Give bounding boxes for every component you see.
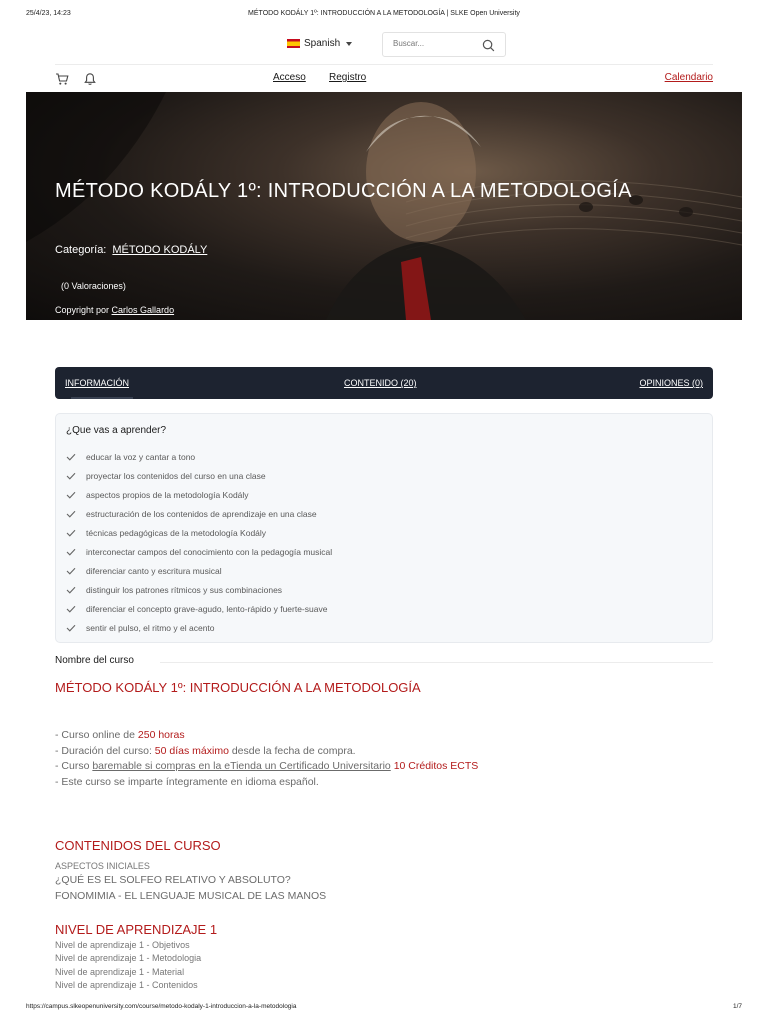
check-icon [66,605,76,613]
list-item [66,542,332,561]
level-item: Nivel de aprendizaje 1 - Contenidos [55,980,198,990]
learning-outcome-text: sentir el pulso, el ritmo y el acento [86,622,215,633]
learning-outcomes-title: ¿Que vas a aprender? [66,425,167,436]
detail-highlight: 10 Créditos ECTS [393,760,479,772]
learning-outcome-text: técnicas pedagógicas de la metodología Kodály [86,527,267,538]
list-item [66,580,332,599]
check-icon [66,510,76,518]
check-icon [66,548,76,556]
active-tab-indicator [71,397,133,399]
learning-outcome-text: proyectar los contenidos del curso en una clase [86,470,266,481]
search-box [382,32,506,57]
course-name-value: MÉTODO KODÁLY 1º: INTRODUCCIÓN A LA METODOLOGÍA [55,680,421,695]
course-hero-banner [26,92,742,320]
detail-text: - Duración del curso: [55,744,155,757]
spain-flag-icon [287,39,300,48]
divider [160,662,713,663]
course-title: MÉTODO KODÁLY 1º: INTRODUCCIÓN A LA METODOLOGÍA [55,180,632,202]
tab-reviews[interactable]: OPINIONES (0) [639,378,703,388]
level-item: Nivel de aprendizaje 1 - Material [55,967,185,977]
tab-content[interactable]: CONTENIDO (20) [344,378,417,388]
level-item: Nivel de aprendizaje 1 - Metodologia [55,953,202,963]
list-item [66,618,332,637]
course-category [55,244,207,256]
course-details [55,728,478,790]
check-icon [66,491,76,499]
list-item [66,599,332,618]
learning-outcome-text: distinguir los patrones rítmicos y sus combinaciones [86,584,283,595]
print-url: https://campus.slkeopenuniversity.com/course/metodo-kodaly-1-introduccion-a-la-metodologia [26,1003,297,1010]
list-item [66,485,332,504]
print-page-number: 1/7 [732,1003,742,1010]
check-icon [66,624,76,632]
nav-row [55,64,713,91]
contents-subheading: ASPECTOS INICIALES [55,861,150,871]
level-1-title: NIVEL DE APRENDIZAJE 1 [55,922,218,937]
print-date: 25/4/23, 14:23 [26,10,71,17]
learning-outcome-text: diferenciar canto y escritura musical [86,565,222,576]
course-rating: (0 Valoraciones) [61,281,126,291]
list-item [66,466,332,485]
check-icon [66,567,76,575]
list-item [66,504,332,523]
learning-outcome-text: estructuración de los contenidos de aprendizaje en una clase [86,508,317,519]
calendar-link[interactable]: Calendario [664,72,713,83]
check-icon [66,529,76,537]
learning-outcome-text: educar la voz y cantar a tono [86,451,196,462]
detail-highlight: 50 días máximo [154,744,229,757]
learning-outcome-text: diferenciar el concepto grave-agudo, lento-rápido y fuerte-suave [86,603,328,614]
learning-outcome-text: aspectos propios de la metodología Kodály [86,489,249,500]
hero-background-illustration [26,92,742,320]
language-label: Spanish [304,38,341,49]
detail-credits [55,759,478,775]
contents-topic: ¿QUÉ ES EL SOLFEO RELATIVO Y ABSOLUTO? [55,874,291,886]
course-tabs [55,367,713,399]
category-link[interactable]: MÉTODO KODÁLY [112,244,208,256]
learning-outcomes-box [55,413,713,643]
bell-icon[interactable] [83,72,97,86]
caret-down-icon [346,42,352,46]
detail-text: - Curso online de [55,729,138,741]
certificate-link[interactable]: baremable si compras en la eTienda un Certificado Universitario [92,760,391,772]
learning-outcomes-list [66,447,332,637]
category-label: Categoría: [55,244,107,256]
contents-title: CONTENIDOS DEL CURSO [55,838,221,853]
print-header [0,10,768,24]
list-item [66,447,332,466]
copyright-prefix: Copyright por [55,305,110,315]
detail-duration [55,744,478,760]
list-item [66,561,332,580]
language-selector[interactable] [287,38,352,49]
author-link[interactable]: Carlos Gallardo [111,305,175,315]
print-title: MÉTODO KODÁLY 1º: INTRODUCCIÓN A LA METODOLOGÍA | SLKE Open University [248,10,520,17]
detail-highlight: 250 horas [137,729,185,741]
search-icon[interactable] [482,39,495,52]
search-input[interactable] [393,39,483,48]
level-item: Nivel de aprendizaje 1 - Objetivos [55,940,190,950]
check-icon [66,586,76,594]
list-item [66,523,332,542]
top-bar [0,32,768,60]
login-link[interactable]: Acceso [273,72,306,83]
cart-icon[interactable] [55,72,69,86]
learning-outcome-text: interconectar campos del conocimiento con la pedagogía musical [86,546,333,557]
course-copyright [55,305,174,315]
contents-topic: FONOMIMIA - EL LENGUAJE MUSICAL DE LAS MANOS [55,890,327,902]
detail-hours [55,728,478,744]
check-icon [66,453,76,461]
detail-text: - Curso [55,760,93,772]
detail-text: desde la fecha de compra. [228,744,356,757]
check-icon [66,472,76,480]
print-footer [0,1003,768,1015]
course-name-label: Nombre del curso [55,655,134,666]
register-link[interactable]: Registro [329,72,367,83]
tab-information[interactable]: INFORMACIÓN [65,378,129,388]
detail-language: - Este curso se imparte íntegramente en idioma español. [55,775,319,788]
